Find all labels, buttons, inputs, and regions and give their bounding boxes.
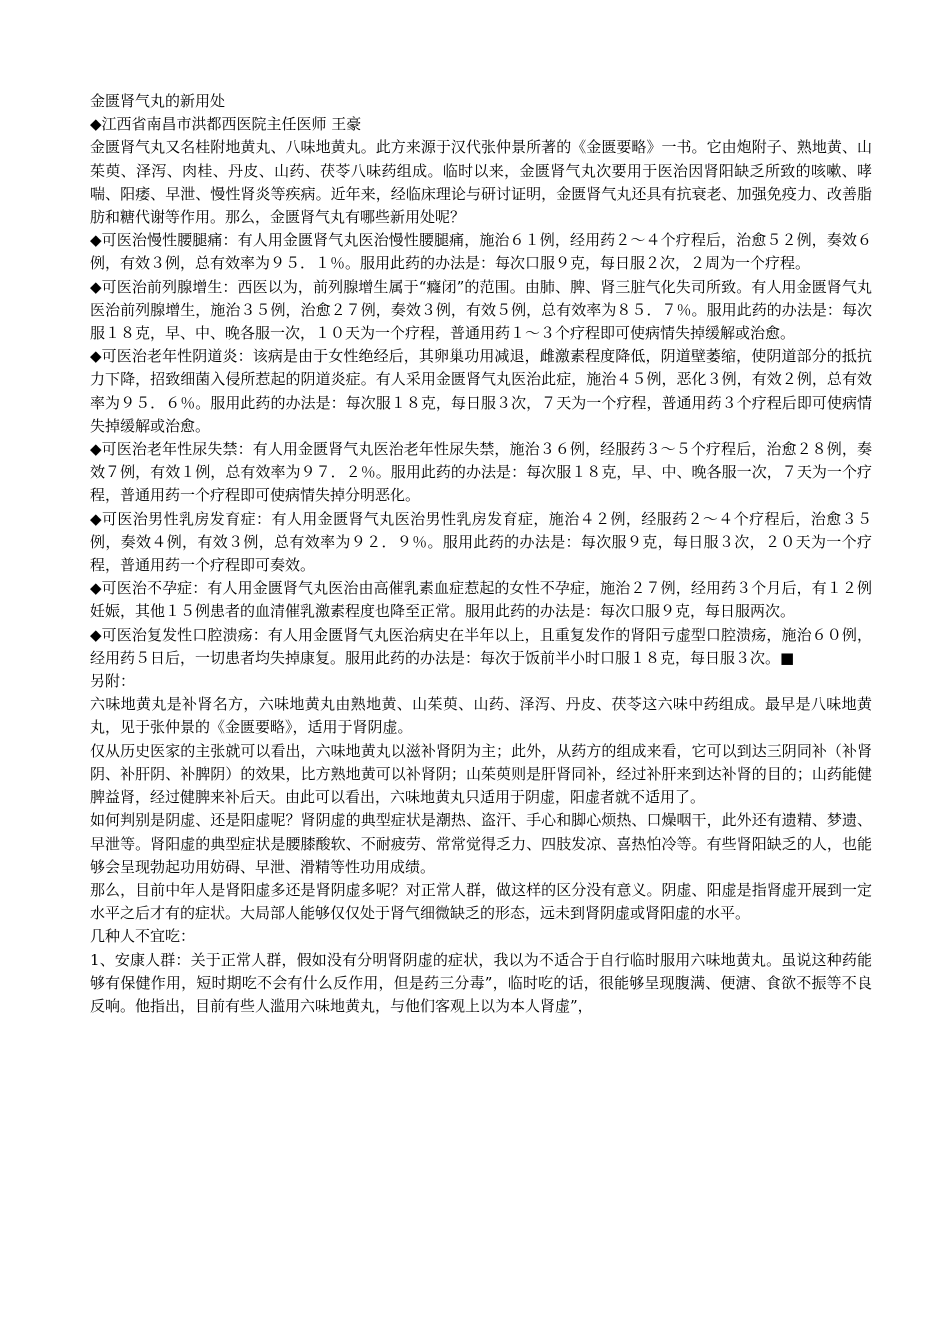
unsuitable-label: 几种人不宜吃：: [90, 927, 196, 946]
use-item-incontinence: ◆可医治老年性尿失禁：有人用金匮肾气丸医治老年性尿失禁，施治３６例，经服药３～５个疗程后，治愈２８例，奏效７例，有效１例，总有效率为９７．２％。服用此药的办法是：每次服１８克，早、中、晚各服一次，７天为一个疗程，普通用药一个疗程即可使病情失掉分明恶化。: [90, 440, 872, 505]
unsuitable-item: 1、安康人群：关于正常人群，假如没有分明肾阴虚的症状，我以为不适合于自行临时服用六味地黄丸。虽说这种药能够有保健作用，短时期吃不会有什么反作用，但是药三分毒”，临时吃的话，很能够呈现腹满、便溏、食欲不振等不良反响。他指出，目前有些人滥用六味地黄丸，与他们客观上以为本人肾虚”，: [90, 950, 872, 1015]
use-item-gynecomastia: ◆可医治男性乳房发育症：有人用金匮肾气丸医治男性乳房发育症，施治４２例，经服药２～４个疗程后，治愈３５例，奏效４例，有效３例，总有效率为９２．９％。服用此药的办法是：每次服９克，每日服３次，２０天为一个疗程，普通用药一个疗程即可奏效。: [90, 509, 872, 575]
appendix-paragraph: 六味地黄丸是补肾名方，六味地黄丸由熟地黄、山茱萸、山药、泽泻、丹皮、茯苓这六味中药组成。最早是八味地黄丸，见于张仲景的《金匮要略》，适用于肾阴虚。: [90, 695, 872, 737]
appendix-label: 另附：: [90, 672, 136, 691]
intro-paragraph: 金匮肾气丸又名桂附地黄丸、八味地黄丸。此方来源于汉代张仲景所著的《金匮要略》一书。它由炮附子、熟地黄、山茱萸、泽泻、肉桂、丹皮、山药、茯苓八味药组成。临时以来，金匮肾气丸次要用于医治因肾阳缺乏所致的咳嗽、哮喘、阳痿、早泄、慢性肾炎等疾病。近年来，经临床理论与研讨证明，金匮肾气丸还具有抗衰老、加强免疫力、改善脂肪和糖代谢等作用。那么，金匮肾气丸有哪些新用处呢？: [90, 138, 872, 227]
document-title: 金匮肾气丸的新用处: [90, 92, 226, 110]
use-item-vaginitis: ◆可医治老年性阴道炎：该病是由于女性绝经后，其卵巢功用减退，雌激素程度降低，阴道壁萎缩，使阴道部分的抵抗力下降，招致细菌入侵所惹起的阴道炎症。有人采用金匮肾气丸医治此症，施治４５例，恶化３例，有效２例，总有效率为９５．６％。服用此药的办法是：每次服１８克，每日服３次，７天为一个疗程，普通用药３个疗程后即可使病情失掉缓解或治愈。: [90, 347, 872, 435]
appendix-paragraph: 仅从历史医家的主张就可以看出，六味地黄丸以滋补肾阴为主；此外，从药方的组成来看，它可以到达三阴同补（补肾阴、补肝阴、补脾阴）的效果，比方熟地黄可以补肾阴；山茱萸则是肝肾同补，经过补肝来到达补肾的目的；山药能健脾益肾，经过健脾来补后天。由此可以看出，六味地黄丸只适用于阴虚，阳虚者就不适用了。: [90, 741, 872, 807]
use-item-back-pain: ◆可医治慢性腰腿痛：有人用金匮肾气丸医治慢性腰腿痛，施治６１例，经用药２～４个疗程后，治愈５２例，奏效６例，有效３例，总有效率为９５．１％。服用此药的办法是：每次口服９克，每日服２次，２周为一个疗程。: [90, 231, 872, 273]
appendix-paragraph: 如何判别是阴虚、还是阳虚呢？肾阴虚的典型症状是潮热、盗汗、手心和脚心烦热、口燥咽干，此外还有遗精、梦遗、早泄等。肾阳虚的典型症状是腰膝酸软、不耐疲劳、常常觉得乏力、四肢发凉、喜热怕冷等。有些肾阳缺乏的人，也能够会呈现勃起功用妨碍、早泄、滑精等性功用成绩。: [90, 811, 872, 876]
use-item-infertility: ◆可医治不孕症：有人用金匮肾气丸医治由高催乳素血症惹起的女性不孕症，施治２７例，经用药３个月后，有１２例妊娠，其他１５例患者的血清催乳激素程度也降至正常。服用此药的办法是：每次口服９克，每日服两次。: [90, 579, 872, 621]
use-item-oral-ulcer: ◆可医治复发性口腔溃疡：有人用金匮肾气丸医治病史在半年以上，且重复发作的肾阳亏虚型口腔溃疡，施治６０例，经用药５日后，一切患者均失掉康复。服用此药的办法是：每次于饭前半小时口服１８克，每日服３次。■: [90, 625, 872, 667]
appendix-paragraph: 那么，目前中年人是肾阳虚多还是肾阴虚多呢？对正常人群，做这样的区分没有意义。阴虚、阳虚是指肾虚开展到一定水平之后才有的症状。大局部人能够仅仅处于肾气细微缺乏的形态，远未到肾阴虚或肾阳虚的水平。: [90, 880, 872, 923]
author-line: ◆江西省南昌市洪都西医院主任医师 王豪: [90, 115, 362, 134]
use-item-prostate: ◆可医治前列腺增生：西医以为，前列腺增生属于“癃闭”的范围。由肺、脾、肾三脏气化失司所致。有人用金匮肾气丸医治前列腺增生，施治３５例，治愈２７例，奏效３例，有效５例，总有效率为８５．７％。服用此药的办法是：每次服１８克，早、中、晚各服一次，１０天为一个疗程，普通用药１～３个疗程即可使病情失掉缓解或治愈。: [90, 277, 872, 343]
document-page: [90, 90, 872, 1018]
